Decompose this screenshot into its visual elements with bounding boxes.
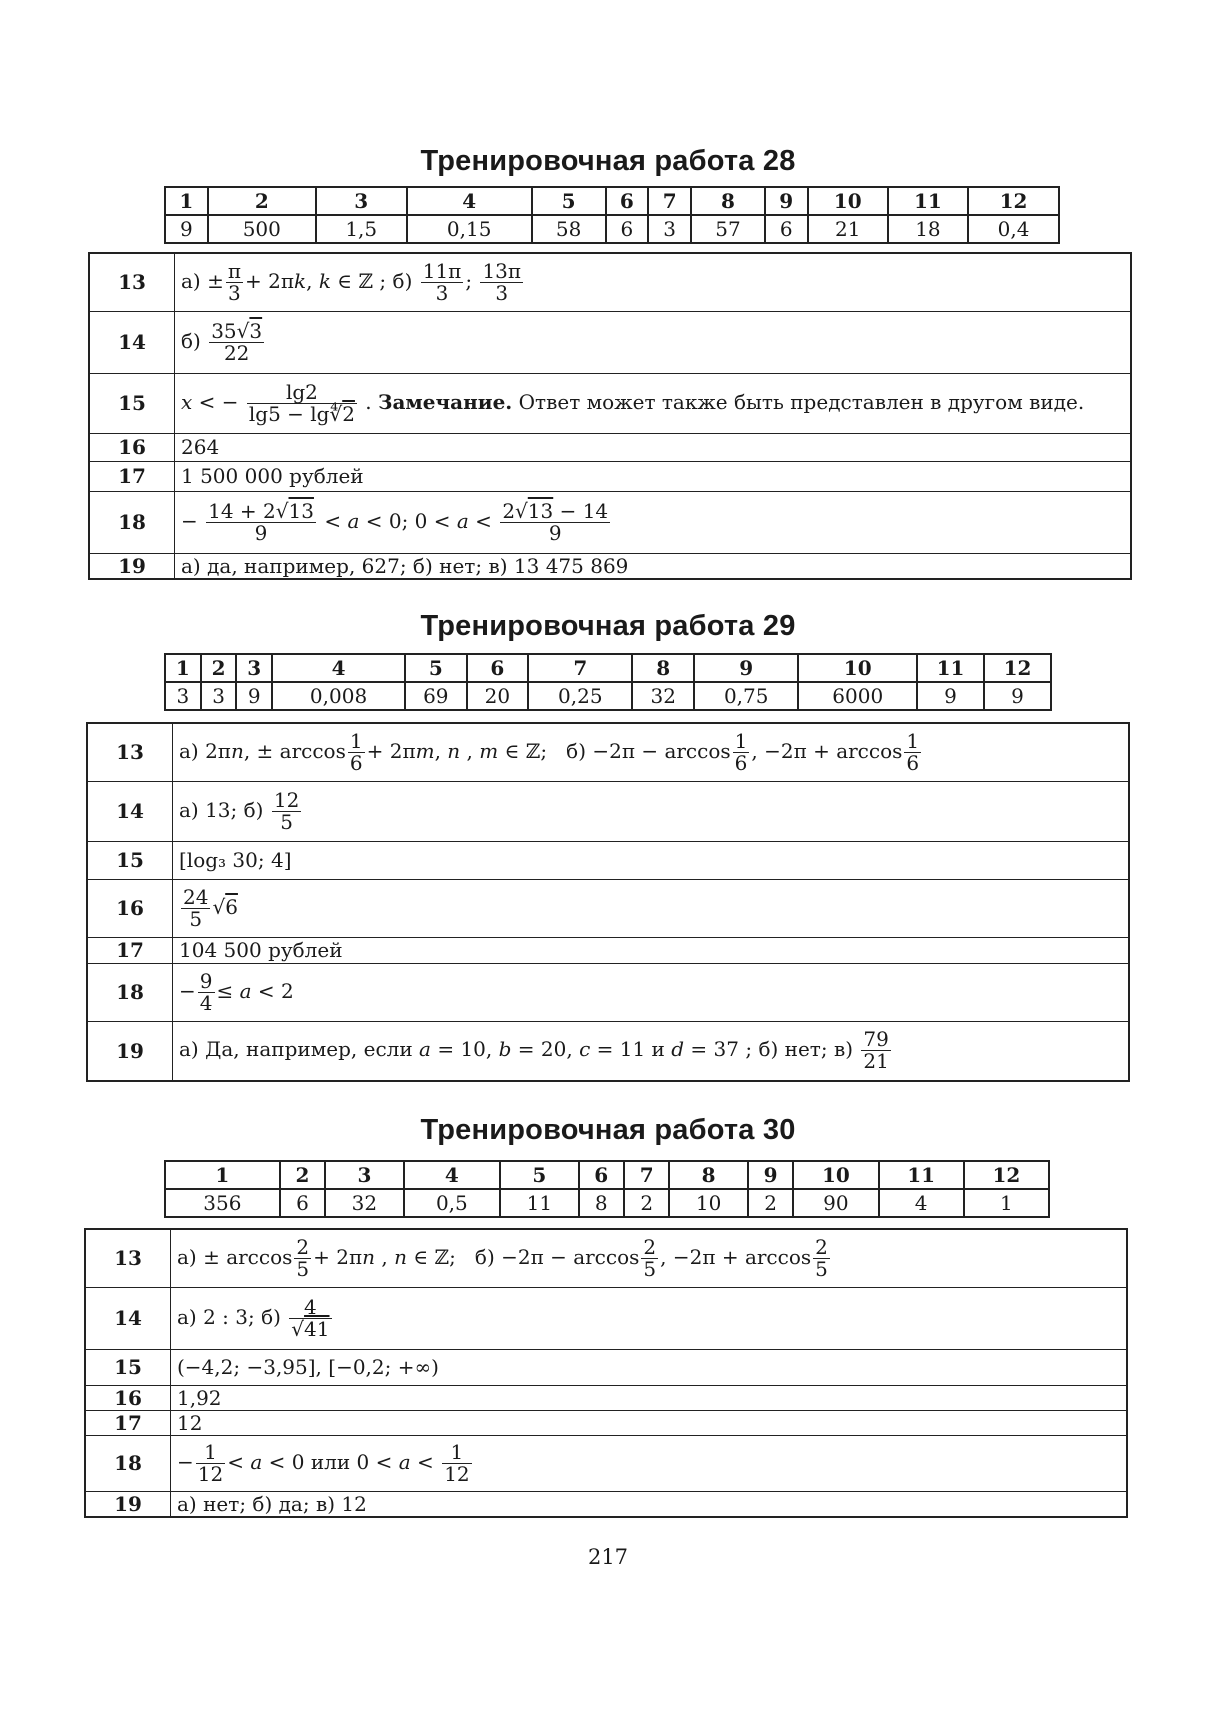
task-number: 17: [87, 937, 173, 963]
answer-value-cell: 6: [765, 215, 808, 243]
work-30-short-table: [164, 1160, 1050, 1218]
task-number-cell: 5: [500, 1161, 578, 1189]
task-number-cell: 1: [165, 1161, 280, 1189]
table-row: [89, 433, 1131, 461]
task-number-cell: 8: [632, 654, 694, 682]
task-number-cell: 9: [765, 187, 808, 215]
task-number-cell: 1: [165, 187, 208, 215]
answer-30-16: 1,92: [171, 1385, 1128, 1410]
answer-value-cell: 3: [201, 682, 237, 710]
answer-value-cell: 0,008: [272, 682, 405, 710]
task-number-cell: 6: [467, 654, 529, 682]
work-30-answers: [165, 1189, 1049, 1217]
task-number-cell: 12: [984, 654, 1051, 682]
task-number-cell: 11: [879, 1161, 964, 1189]
task-number-cell: 9: [748, 1161, 793, 1189]
task-number-cell: 1: [165, 654, 201, 682]
task-number-cell: 11: [888, 187, 968, 215]
answer-value-cell: 2: [624, 1189, 669, 1217]
table-row: [87, 963, 1129, 1021]
task-number: 19: [85, 1491, 171, 1517]
answer-29-15: [log₃ 30; 4]: [173, 841, 1130, 879]
answer-value-cell: 0,15: [407, 215, 532, 243]
table-row: [89, 373, 1131, 433]
task-number-cell: 6: [606, 187, 649, 215]
answer-28-19: а) да, например, 627; б) нет; в) 13 475 869: [175, 553, 1132, 579]
task-number: 13: [85, 1229, 171, 1287]
answer-value-cell: 58: [532, 215, 606, 243]
table-row: [87, 879, 1129, 937]
task-number-cell: 12: [968, 187, 1059, 215]
task-number-cell: 10: [808, 187, 888, 215]
task-number: 19: [89, 553, 175, 579]
task-number: 17: [85, 1410, 171, 1435]
table-row: [89, 553, 1131, 579]
task-number: 14: [87, 781, 173, 841]
task-number-cell: 7: [528, 654, 632, 682]
task-number-cell: 9: [694, 654, 798, 682]
answer-value-cell: 18: [888, 215, 968, 243]
answer-value-cell: 6000: [798, 682, 917, 710]
answer-value-cell: 9: [984, 682, 1051, 710]
answer-value-cell: 21: [808, 215, 888, 243]
answer-value-cell: 1,5: [316, 215, 407, 243]
work-29-answers: [165, 682, 1051, 710]
task-number-cell: 5: [532, 187, 606, 215]
page-number: 217: [587, 1545, 629, 1569]
task-number-cell: 7: [624, 1161, 669, 1189]
task-number-cell: 8: [691, 187, 765, 215]
task-number-cell: 8: [669, 1161, 747, 1189]
task-number-cell: 2: [280, 1161, 325, 1189]
work-28-answers: [165, 215, 1059, 243]
task-number-cell: 5: [405, 654, 467, 682]
table-row: [89, 253, 1131, 311]
answer-value-cell: 500: [208, 215, 316, 243]
answer-value-cell: 8: [579, 1189, 624, 1217]
table-row: [85, 1349, 1127, 1385]
task-number: 16: [85, 1385, 171, 1410]
table-row: [87, 781, 1129, 841]
work-28-title: Тренировочная работа 28: [420, 145, 796, 177]
answer-28-13: а) ± $\frac{\pi}{3}$ + 2πk, k ∈ ℤ ; б) $\frac{11\pi}{3}$ ; $\frac{13\pi}{3}$: [175, 253, 1132, 311]
answer-30-18: − $\frac{1}{12}$ < a < 0 или 0 < a < $\frac{1}{12}$: [171, 1435, 1128, 1491]
task-number-cell: 10: [798, 654, 917, 682]
table-row: [87, 841, 1129, 879]
answer-value-cell: 9: [165, 215, 208, 243]
answer-value-cell: 20: [467, 682, 529, 710]
answer-value-cell: 2: [748, 1189, 793, 1217]
table-row: [89, 461, 1131, 491]
answer-value-cell: 4: [879, 1189, 964, 1217]
task-number-cell: 4: [407, 187, 532, 215]
answer-29-19: а) Да, например, если a = 10, b = 20, c = 11 и d = 37 ; б) нет; в) $\frac{79}{21}$: [173, 1021, 1130, 1081]
task-number: 15: [85, 1349, 171, 1385]
work-28-short-table: [164, 186, 1060, 244]
task-number-cell: 6: [579, 1161, 624, 1189]
task-number: 13: [87, 723, 173, 781]
table-row: [85, 1385, 1127, 1410]
answer-value-cell: 3: [648, 215, 691, 243]
answer-value-cell: 90: [793, 1189, 878, 1217]
answer-30-13: а) ± arccos $\frac{2}{5}$ + 2πn , n ∈ ℤ; б) −2π − arccos $\frac{2}{5}$ , −2π + arccos $\frac{2}{5}$: [171, 1229, 1128, 1287]
task-number: 15: [87, 841, 173, 879]
table-row: [87, 937, 1129, 963]
answer-30-14: а) 2 : 3; б) $\frac{4}{√41}$: [171, 1287, 1128, 1349]
answer-28-14: б) $\frac{35√3}{22}$: [175, 311, 1132, 373]
task-number-cell: 4: [404, 1161, 501, 1189]
task-number-cell: 4: [272, 654, 405, 682]
answer-value-cell: 6: [606, 215, 649, 243]
task-number-cell: 11: [917, 654, 984, 682]
task-number: 15: [89, 373, 175, 433]
answer-value-cell: 69: [405, 682, 467, 710]
answer-30-15: (−4,2; −3,95], [−0,2; +∞): [171, 1349, 1128, 1385]
answer-value-cell: 0,75: [694, 682, 798, 710]
task-number-cell: 3: [316, 187, 407, 215]
answer-28-18: − $\frac{14 + 2√13}{9}$ < a < 0; 0 < a < $\frac{2√13 - 14}{9}$: [175, 491, 1132, 553]
table-row: [87, 723, 1129, 781]
table-row: [89, 491, 1131, 553]
answer-value-cell: 1: [964, 1189, 1049, 1217]
task-number: 14: [89, 311, 175, 373]
work-29-long-table: [86, 722, 1130, 1082]
table-row: [85, 1410, 1127, 1435]
table-row: [85, 1435, 1127, 1491]
answer-28-15: x < − $\frac{\lg 2}{\lg 5 - \lg∜2}$ . Замечание. Ответ может также быть представлен в другом виде.: [175, 373, 1132, 433]
work-28-long-table: [88, 252, 1132, 580]
answer-value-cell: 0,4: [968, 215, 1059, 243]
answer-value-cell: 3: [165, 682, 201, 710]
table-row: [85, 1491, 1127, 1517]
task-number: 16: [87, 879, 173, 937]
table-row: [85, 1287, 1127, 1349]
task-number-cell: 2: [208, 187, 316, 215]
task-number-cell: 3: [236, 654, 272, 682]
work-30-title: Тренировочная работа 30: [420, 1114, 796, 1146]
task-number: 18: [87, 963, 173, 1021]
answer-value-cell: 0,25: [528, 682, 632, 710]
answer-value-cell: 10: [669, 1189, 747, 1217]
work-29-title: Тренировочная работа 29: [420, 610, 796, 642]
answer-29-17: 104 500 рублей: [173, 937, 1130, 963]
answer-value-cell: 0,5: [404, 1189, 501, 1217]
task-number: 18: [89, 491, 175, 553]
work-30-long-table: [84, 1228, 1128, 1518]
task-number: 19: [87, 1021, 173, 1081]
work-29-short-table: [164, 653, 1052, 711]
answer-29-14: а) 13; б) $\frac{12}{5}$: [173, 781, 1130, 841]
answer-value-cell: 9: [236, 682, 272, 710]
answer-29-18: − $\frac{9}{4}$ ≤ a < 2: [173, 963, 1130, 1021]
task-number-cell: 12: [964, 1161, 1049, 1189]
answer-value-cell: 32: [632, 682, 694, 710]
task-number-cell: 10: [793, 1161, 878, 1189]
table-row: [85, 1229, 1127, 1287]
work-30-task-numbers: [165, 1161, 1049, 1189]
task-number: 14: [85, 1287, 171, 1349]
table-row: [89, 311, 1131, 373]
answer-28-17: 1 500 000 рублей: [175, 461, 1132, 491]
task-number-cell: 3: [325, 1161, 403, 1189]
task-number-cell: 2: [201, 654, 237, 682]
task-number: 17: [89, 461, 175, 491]
answer-value-cell: 57: [691, 215, 765, 243]
task-number: 13: [89, 253, 175, 311]
task-number: 16: [89, 433, 175, 461]
answer-29-16: $\frac{24}{5}$ √6: [173, 879, 1130, 937]
answer-30-19: а) нет; б) да; в) 12: [171, 1491, 1128, 1517]
answer-30-17: 12: [171, 1410, 1128, 1435]
answer-28-16: 264: [175, 433, 1132, 461]
work-28-task-numbers: [165, 187, 1059, 215]
answer-value-cell: 6: [280, 1189, 325, 1217]
answer-value-cell: 9: [917, 682, 984, 710]
table-row: [87, 1021, 1129, 1081]
answer-29-13: а) 2πn, ± arccos $\frac{1}{6}$ + 2πm, n , m ∈ ℤ; б) −2π − arccos $\frac{1}{6}$ , −2π + arccos $\frac{1}{6}$: [173, 723, 1130, 781]
work-29-task-numbers: [165, 654, 1051, 682]
answer-value-cell: 11: [500, 1189, 578, 1217]
answer-value-cell: 32: [325, 1189, 403, 1217]
task-number: 18: [85, 1435, 171, 1491]
answer-value-cell: 356: [165, 1189, 280, 1217]
task-number-cell: 7: [648, 187, 691, 215]
